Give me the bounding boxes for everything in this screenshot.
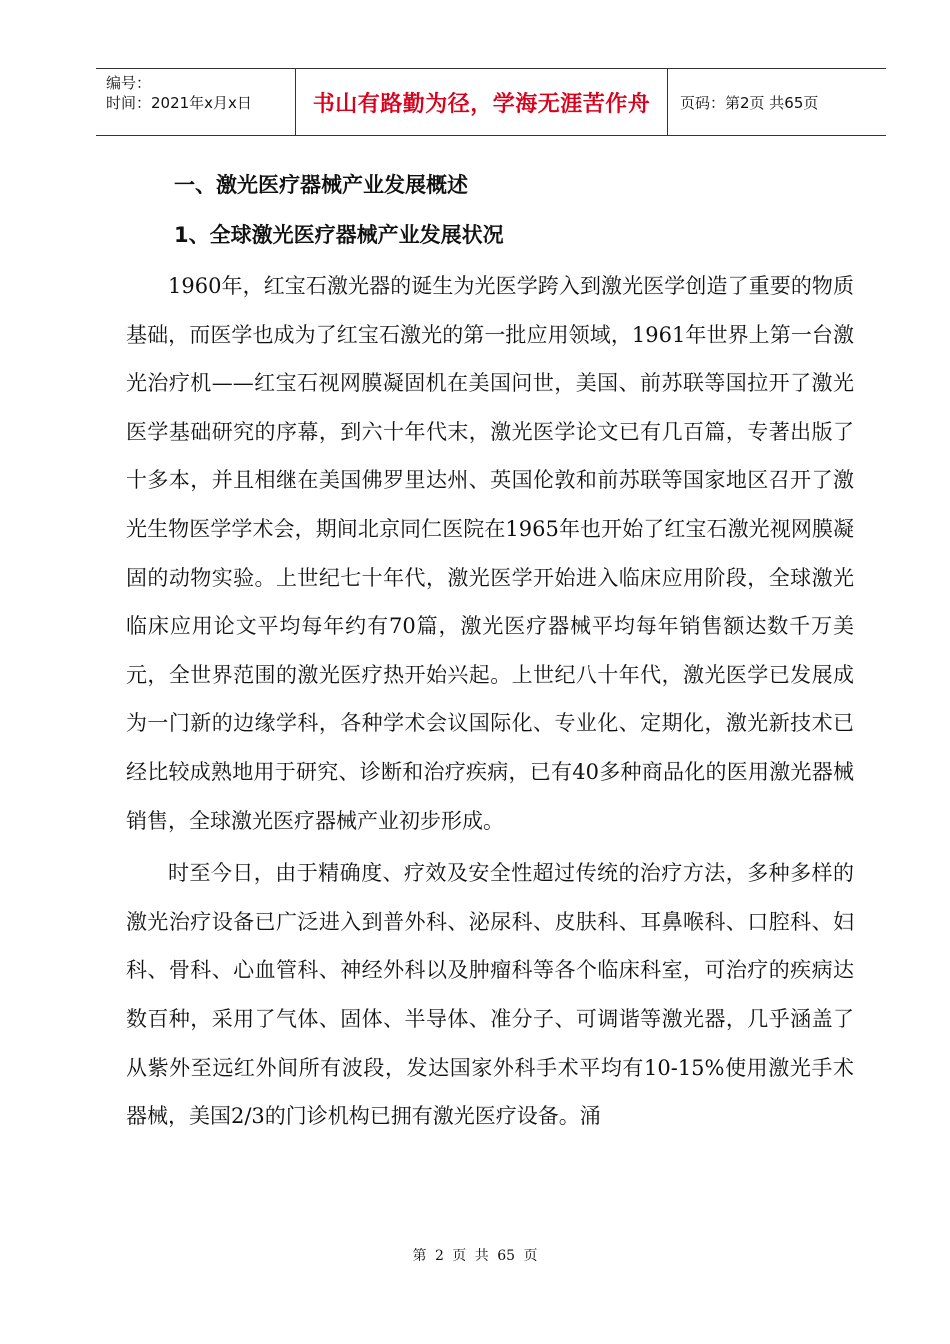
header-meta <box>96 69 296 135</box>
header-page-label: 页码：第2页 共65页 <box>680 93 819 112</box>
section-title: 一、激光医疗器械产业发展概述 <box>174 173 468 197</box>
header-motto: 书山有路勤为径，学海无涯苦作舟 <box>296 69 668 135</box>
document-body <box>126 160 854 1145</box>
paragraph: 时至今日，由于精确度、疗效及安全性超过传统的治疗方法，多种多样的激光治疗设备已广泛进入到普外科、泌尿科、皮肤科、耳鼻喉科、口腔科、妇科、骨科、心血管科、神经外科以及肿瘤科等各个临床科室，可治疗的疾病达数百种，采用了气体、固体、半导体、准分子、可调谐等激光器，几乎涵盖了从紫外至远红外间所有波段，发达国家外科手术平均有10-15%使用激光手术器械，美国2/3的门诊机构已拥有激光医疗设备。涌 <box>126 861 854 1129</box>
page-header <box>96 68 886 136</box>
time-label: 时间：2021年x月x日 <box>106 94 252 112</box>
paragraph: 1960年，红宝石激光器的诞生为光医学跨入到激光医学创造了重要的物质基础，而医学也成为了红宝石激光的第一批应用领域，1961年世界上第一台激光治疗机——红宝石视网膜凝固机在美国问世，美国、前苏联等国拉开了激光医学基础研究的序幕，到六十年代末，激光医学论文已有几百篇，专著出版了十多本，并且相继在美国佛罗里达州、英国伦敦和前苏联等国家地区召开了激光生物医学学术会，期间北京同仁医院在1965年也开始了红宝石激光视网膜凝固的动物实验。上世纪七十年代，激光医学开始进入临床应用阶段，全球激光临床应用论文平均每年约有70篇，激光医疗器械平均每年销售额达数千万美元，全世界范围的激光医疗热开始兴起。上世纪八十年代，激光医学已发展成为一门新的边缘学科，各种学术会议国际化、专业化、定期化，激光新技术已经比较成熟地用于研究、诊断和治疗疾病，已有40多种商品化的医用激光器械销售，全球激光医疗器械产业初步形成。 <box>126 274 854 833</box>
subsection-title: 1、全球激光医疗器械产业发展状况 <box>174 223 504 247</box>
serial-label: 编号： <box>106 74 152 92</box>
page-footer: 第 2 页 共 65 页 <box>412 1248 538 1264</box>
